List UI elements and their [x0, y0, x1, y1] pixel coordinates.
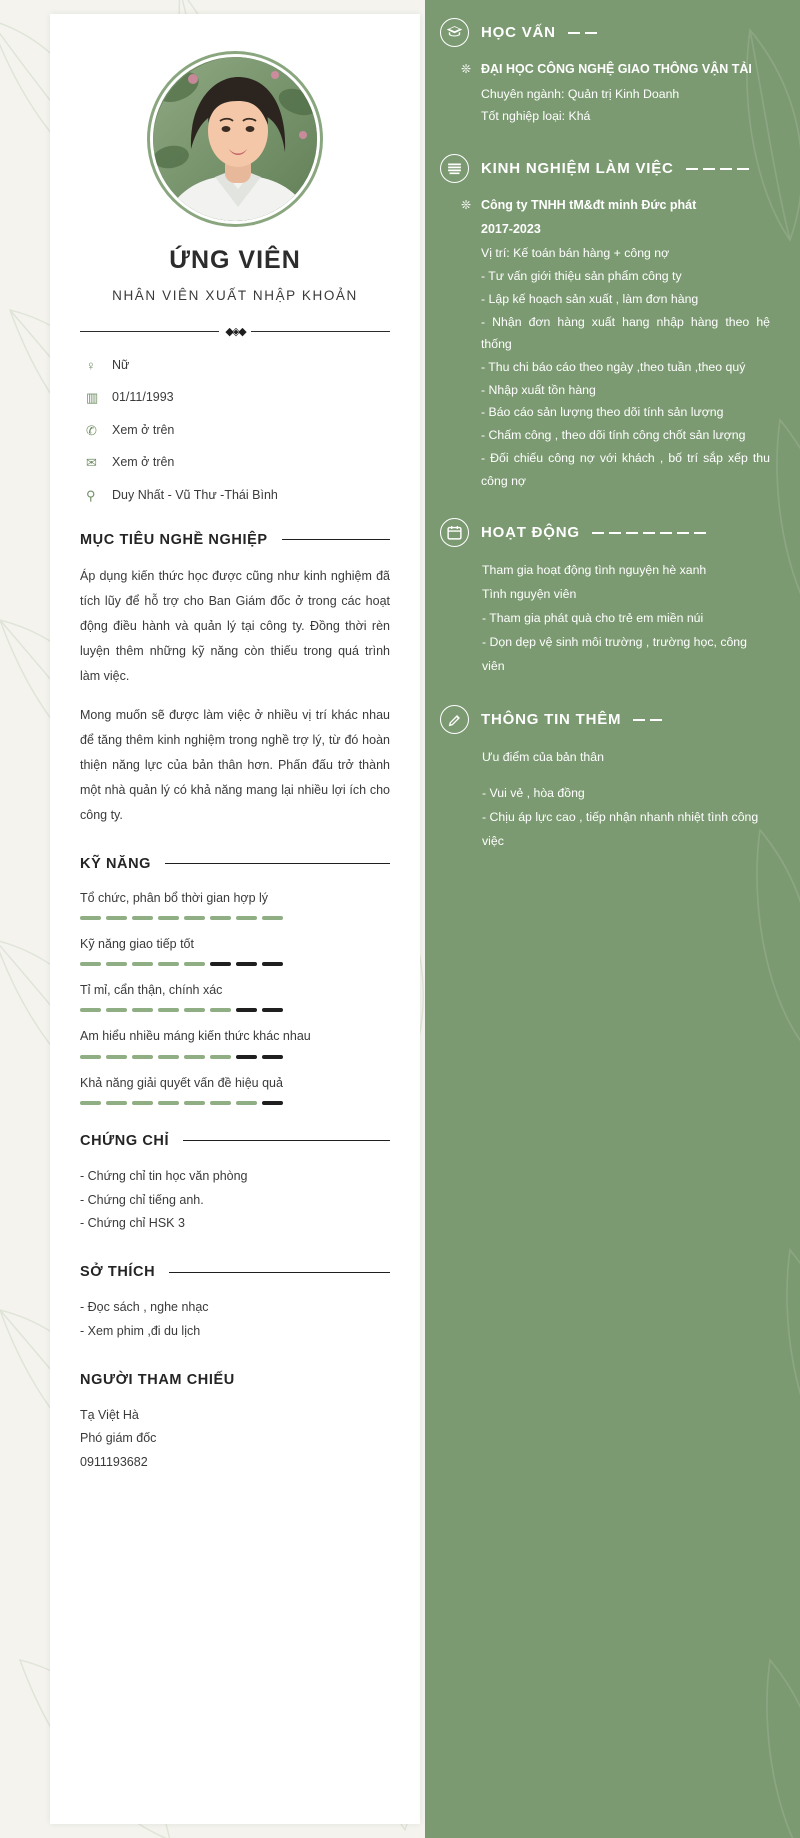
skill-dot: [210, 1055, 231, 1059]
skill-dot: [132, 916, 153, 920]
experience-line: - Nhập xuất tồn hàng: [481, 382, 596, 397]
activity-line: Tham gia hoạt động tình nguyện hè xanh: [482, 563, 707, 578]
header-rule: [183, 1140, 390, 1141]
skill-item: [80, 888, 390, 920]
activity-line: - Dọn dẹp vệ sinh môi trường , trường học, công viên: [482, 635, 747, 674]
skill-dot: [262, 1055, 283, 1059]
skill-label: Am hiểu nhiều máng kiến thức khác nhau: [80, 1029, 311, 1044]
section-title: THÔNG TIN THÊM: [481, 711, 622, 729]
graduation-cap-icon: [440, 18, 469, 47]
skill-dot: [236, 1101, 257, 1105]
objective-paragraph-2: Mong muốn sẽ được làm việc ở nhiều vị trí khác nhau để tăng thêm kinh nghiệm trong nghề trợ lý, từ đó hoàn thiện năng lực của bản thân hơn. Phấn đấu trở thành một nhà quản lý có khả năng mang lại nhiều lợi ích cho công ty.: [80, 707, 390, 822]
skill-item: [80, 980, 390, 1012]
skill-dot: [132, 962, 153, 966]
section-objective: [80, 532, 390, 828]
activity-line: - Tham gia phát quà cho trẻ em miền núi: [482, 611, 704, 626]
list-item: - Chứng chỉ tiếng anh.: [80, 1192, 204, 1207]
experience-line: - Báo cáo sản lượng theo dõi tính sản lượng: [481, 405, 724, 420]
skill-label: Tỉ mỉ, cẩn thận, chính xác: [80, 983, 223, 998]
contact-value: Duy Nhất - Vũ Thư -Thái Bình: [112, 488, 278, 503]
section-header: [80, 1264, 390, 1280]
skill-dot: [80, 962, 101, 966]
phone-icon: ✆: [86, 422, 97, 438]
skill-dot: [106, 1008, 127, 1012]
section-header: [80, 856, 390, 872]
header-rule: [169, 1272, 390, 1273]
experience-line: - Nhận đơn hàng xuất hang nhập hàng theo hệ thống: [481, 314, 770, 352]
section-reference: [80, 1372, 390, 1475]
list-item: - Chứng chỉ HSK 3: [80, 1216, 185, 1231]
skill-dot: [262, 1008, 283, 1012]
more-lead: Ưu điểm của bản thân: [482, 750, 604, 765]
school-name: ĐẠI HỌC CÔNG NGHỆ GIAO THÔNG VẬN TẢI: [481, 62, 752, 76]
section-header: [440, 518, 770, 547]
skill-dot: [184, 1101, 205, 1105]
contact-value: 01/11/1993: [112, 390, 174, 405]
skill-dot: [158, 1008, 179, 1012]
skill-dot: [236, 1055, 257, 1059]
skill-dot: [184, 916, 205, 920]
skill-label: Khả năng giải quyết vấn đề hiệu quả: [80, 1075, 283, 1090]
skill-dot: [184, 1055, 205, 1059]
skill-dot: [106, 1055, 127, 1059]
asterisk-icon: ❊: [461, 62, 472, 76]
candidate-role: NHÂN VIÊN XUẤT NHẬP KHOẢN: [112, 288, 358, 303]
gender-icon: ♀: [86, 357, 96, 373]
more-line: - Vui vẻ , hòa đồng: [482, 786, 585, 801]
contact-item-email[interactable]: [86, 455, 390, 471]
skill-dot: [236, 962, 257, 966]
section-header: [440, 705, 770, 734]
experience-line: - Lập kế hoạch sản xuất , làm đơn hàng: [481, 291, 699, 306]
skill-rating: [80, 1008, 390, 1012]
books-icon: [440, 154, 469, 183]
section-title: HỌC VẤN: [481, 24, 556, 41]
skill-dot: [80, 1055, 101, 1059]
skill-dot: [106, 916, 127, 920]
section-skills: [80, 856, 390, 1105]
skill-dot: [158, 962, 179, 966]
section-education: [440, 18, 770, 128]
skill-label: Tổ chức, phân bổ thời gian hợp lý: [80, 890, 269, 905]
dash-rule: [592, 532, 770, 534]
contact-value: Xem ở trên: [112, 455, 175, 470]
skill-dot: [80, 916, 101, 920]
dash-rule: [568, 32, 770, 34]
section-header: [440, 154, 770, 183]
section-header: [440, 18, 770, 47]
section-title: HOẠT ĐỘNG: [481, 524, 580, 542]
contact-list: [80, 358, 390, 504]
skill-rating: [80, 1055, 390, 1059]
candidate-name: ỨNG VIÊN: [169, 246, 301, 274]
location-icon: ⚲: [86, 488, 96, 504]
skill-dot: [262, 1101, 283, 1105]
experience-line: - Chấm công , theo dõi tính công chốt sản lượng: [481, 428, 746, 443]
skill-dot: [132, 1008, 153, 1012]
section-hobbies: [80, 1264, 390, 1344]
skill-rating: [80, 1101, 390, 1105]
contact-item-gender: [86, 358, 390, 374]
skill-dot: [184, 1008, 205, 1012]
education-line: Chuyên ngành: Quản trị Kinh Doanh: [481, 86, 680, 101]
list-item: - Xem phim ,đi du lịch: [80, 1323, 201, 1338]
education-entry: [461, 59, 770, 128]
header-rule: [165, 863, 390, 864]
section-activities: [440, 518, 770, 679]
list-item: - Đọc sách , nghe nhạc: [80, 1300, 209, 1315]
calendar-icon: ▥: [86, 390, 99, 406]
objective-paragraph-1: Áp dụng kiến thức học được cũng như kinh nghiệm đã tích lũy để hỗ trợ cho Ban Giám đốc ở trong các hoạt động điều hành và quản lý tại công ty. Đồng thời rèn luyện thêm những kỹ năng còn thiếu trong quá trình làm việc.: [80, 568, 390, 683]
skill-dot: [210, 1008, 231, 1012]
skill-dot: [132, 1101, 153, 1105]
contact-item-address: [86, 488, 390, 504]
skill-dot: [236, 916, 257, 920]
skill-dot: [80, 1008, 101, 1012]
diamond-icon: ◆◈◆: [225, 325, 245, 338]
section-header: [80, 1133, 390, 1149]
skill-item: [80, 1026, 390, 1058]
contact-value: Xem ở trên: [112, 422, 175, 437]
skill-item: [80, 934, 390, 966]
experience-line: - Đối chiếu công nợ với khách , bố trí sắp xếp thu công nợ: [481, 450, 770, 488]
experience-line: - Tư vấn giới thiệu sản phẩm công ty: [481, 269, 682, 284]
skill-rating: [80, 962, 390, 966]
skill-item: [80, 1073, 390, 1105]
education-line: Tốt nghiệp loại: Khá: [481, 109, 591, 124]
section-title: CHỨNG CHỈ: [80, 1132, 170, 1149]
asterisk-icon: ❊: [461, 198, 472, 213]
skill-dot: [106, 962, 127, 966]
section-body: [461, 195, 770, 492]
skill-dot: [262, 962, 283, 966]
section-body: [482, 559, 770, 679]
section-more-info: [440, 705, 770, 854]
experience-entry: [461, 195, 770, 492]
skill-dot: [106, 1101, 127, 1105]
section-title: NGƯỜI THAM CHIẾU: [80, 1371, 235, 1388]
section-title: SỞ THÍCH: [80, 1264, 156, 1281]
skill-dot: [210, 962, 231, 966]
section-body: [482, 746, 770, 854]
header-rule: [282, 539, 390, 540]
envelope-icon: ✉: [86, 455, 97, 471]
skill-dot: [210, 1101, 231, 1105]
activity-line: Tình nguyện viên: [482, 587, 577, 602]
section-experience: [440, 154, 770, 492]
section-header: [80, 532, 390, 548]
skill-dot: [132, 1055, 153, 1059]
experience-line: Vị trí: Kế toán bán hàng + công nợ: [481, 246, 670, 261]
dash-rule: [633, 719, 770, 721]
contact-item-phone[interactable]: [86, 423, 390, 439]
more-line: - Chịu áp lực cao , tiếp nhận nhanh nhiệt tình công việc: [482, 810, 759, 849]
pen-icon: [440, 705, 469, 734]
skill-dot: [210, 916, 231, 920]
skill-dot: [158, 916, 179, 920]
section-title: KỸ NĂNG: [80, 855, 152, 872]
skill-dot: [184, 962, 205, 966]
contact-item-birthday: [86, 390, 390, 406]
dash-rule: [686, 168, 770, 170]
calendar-check-icon: [440, 518, 469, 547]
company-name: Công ty TNHH tM&đt minh Đức phát: [481, 198, 697, 213]
skill-dot: [262, 916, 283, 920]
employment-period: 2017-2023: [481, 221, 541, 236]
reference-position: Phó giám đốc: [80, 1431, 157, 1446]
right-column: [440, 0, 770, 880]
section-header: [80, 1372, 390, 1388]
section-certificates: [80, 1133, 390, 1236]
experience-line: - Thu chi báo cáo theo ngày ,theo tuần ,theo quý: [481, 360, 746, 375]
skill-label: Kỹ năng giao tiếp tốt: [80, 936, 194, 951]
section-body: [461, 59, 770, 128]
left-column-card: [50, 14, 420, 1824]
diamond-divider: [80, 325, 390, 338]
skill-dot: [158, 1055, 179, 1059]
skill-dot: [80, 1101, 101, 1105]
reference-phone: 0911193682: [80, 1455, 148, 1470]
list-item: - Chứng chỉ tin học văn phòng: [80, 1168, 248, 1183]
portrait-photo-icon: [153, 57, 320, 224]
skill-dot: [236, 1008, 257, 1012]
skill-rating: [80, 916, 390, 920]
section-title: KINH NGHIỆM LÀM VIỆC: [481, 160, 674, 178]
reference-name: Tạ Việt Hà: [80, 1407, 139, 1422]
skill-dot: [158, 1101, 179, 1105]
section-title: MỤC TIÊU NGHỀ NGHIỆP: [80, 531, 268, 548]
contact-value: Nữ: [112, 357, 130, 372]
avatar: [150, 54, 320, 224]
